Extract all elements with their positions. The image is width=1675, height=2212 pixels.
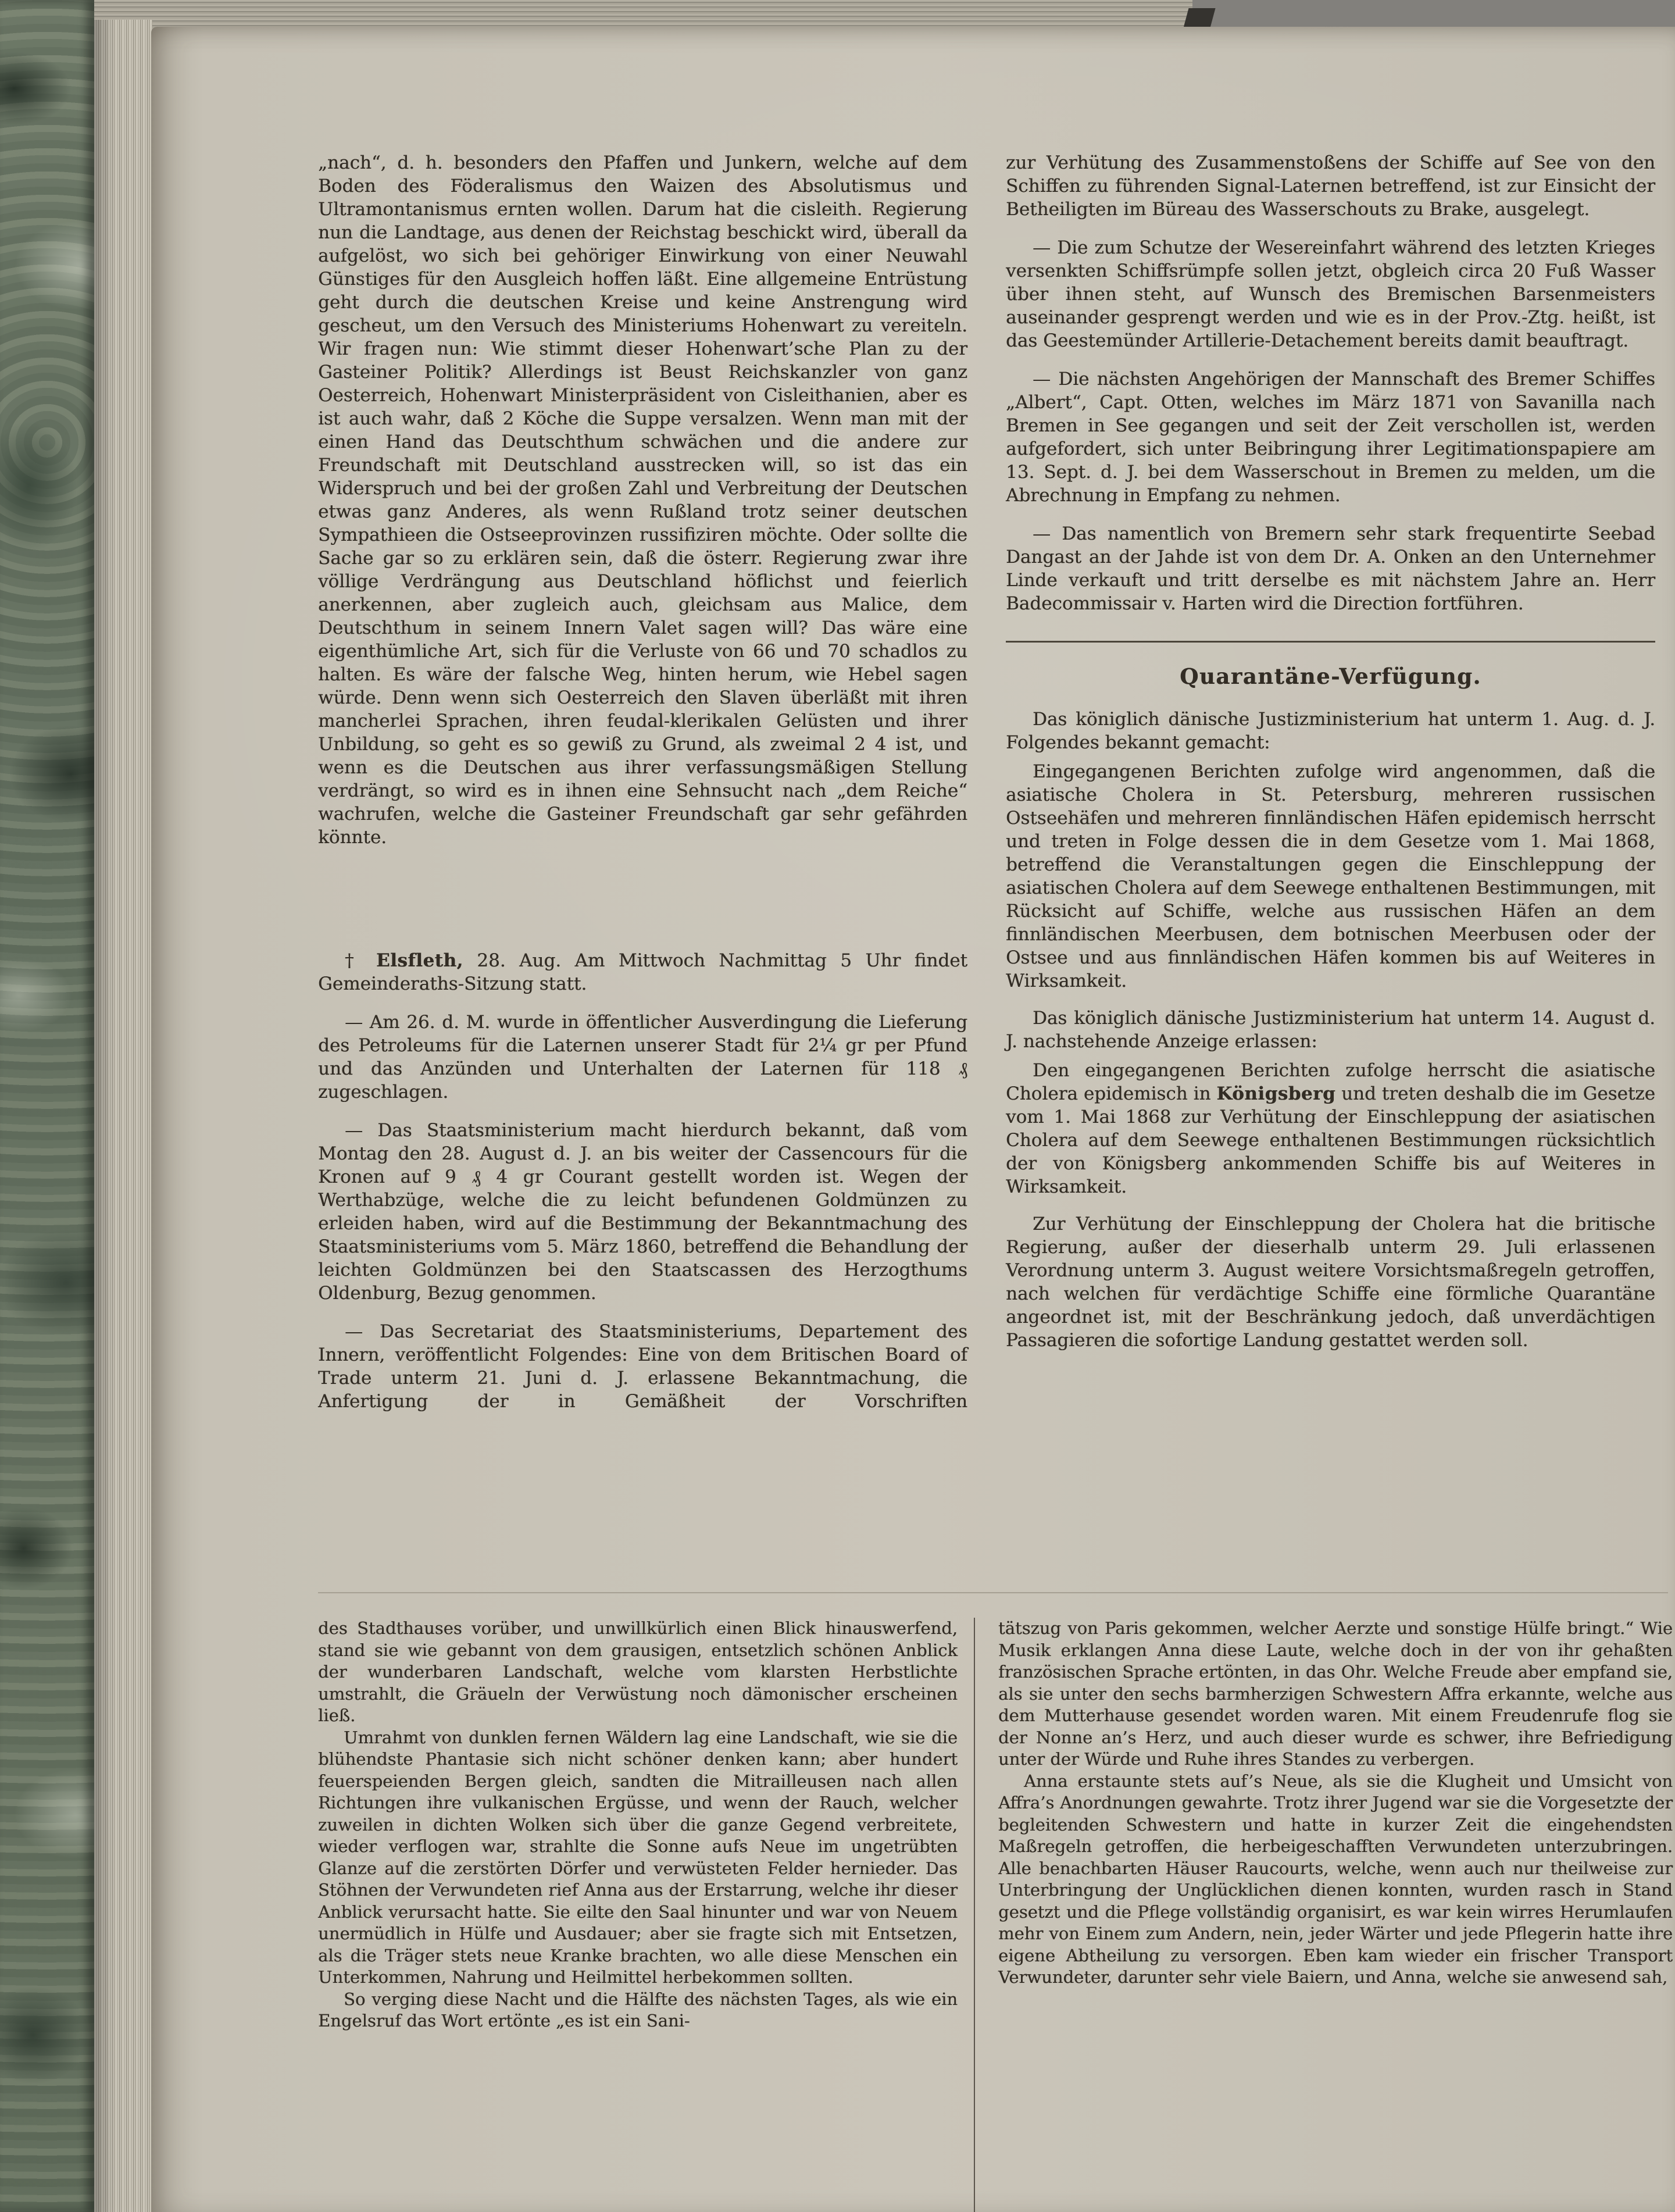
feuilleton-left-column (318, 1618, 974, 2212)
news-item-continuation: zur Verhütung des Zusammenstoßens der Schiffe auf See von den Schiffen zu führenden Signal-Laternen betreffend, ist zur Einsicht der Betheiligten im Büreau des Wasserschouts zu Brake, ausgelegt. (1006, 152, 1655, 220)
news-item: — Das Staatsministerium macht hierdurch bekannt, daß vom Montag den 28. August d. J. an bis weiter der Cassencours für die Kronen auf 9 ₰ 4 gr Courant gestellt worden ist. Wegen der Werthabzüge, welche die zu leicht befundenen Goldmünzen zu erleiden haben, wird auf die Bestimmung der Bekanntmachung des Staatsministeriums vom 5. März 1860, betreffend die Behandlung der leichten Goldmünzen bei den Staatscassen des Herzogthums Oldenburg, Bezug genommen. (318, 1120, 967, 1304)
quarantine-paragraph: Zur Verhütung der Einschleppung der Cholera hat die britische Regierung, außer der dieserhalb unterm 29. Juli erlassenen Verordnung unterm 3. August weitere Vorsichtsmaßregeln getroffen, nach welchen für verdächtige Schiffe eine förmliche Quarantäne angeordnet ist, mit der Beschränkung jedoch, daß unverdächtigen Passagieren die sofortige Landung gestattet werden soll. (1006, 1214, 1655, 1351)
scanner-background (1192, 0, 1675, 27)
feuilleton-paragraph: Anna erstaunte stets auf’s Neue, als sie die Klugheit und Umsicht von Affra’s Anordnungen gewahrte. Trotz ihrer Jugend war sie die Vorgesetzte der begleitenden Schwestern und hatte in kurzer Zeit die eingehendsten Maßregeln getroffen, die herbeigeschafften Verwundeten unterzubringen. Alle benachbarten Häuser Raucourts, welche, wenn auch nur theilweise zur Unterbringung der Unglücklichen dienen konnten, wurden rasch in Stand gesetzt und die Pflege vollständig organisirt, es war kein wirres Herumlaufen mehr von Einem zum Andern, nein, jeder Wärter und jede Pflegerin hatte ihre eigene Abtheilung zu versorgen. Eben kam wieder ein frischer Transport Verwundeter, darunter sehr viele Baiern, und Anna, welche sie anwesend sah, (998, 1771, 1673, 1987)
quarantine-paragraph: Das königlich dänische Justizministerium hat unterm 1. Aug. d. J. Folgendes bekannt gemacht: (1006, 709, 1655, 753)
feuilleton-paragraph: Umrahmt von dunklen fernen Wäldern lag eine Landschaft, wie sie die blühendste Phantasie sich nicht schöner denken kann; aber hundert feuerspeienden Bergen gleich, sandten die Mitrailleusen nach allen Richtungen ihre vulkanischen Ergüsse, und wenn der Rauch, welcher zuweilen in dichten Wolken sich über die ganze Gegend verbreitete, wieder verflogen war, strahlte die Sonne aufs Neue im ungetrübten Glanze auf die zerstörten Dörfer und verwüsteten Felder hernieder. Das Stöhnen der Verwundeten rief Anna aus der Erstarrung, welche ihr dieser Anblick verursacht hatte. Sie eilte den Saal hinunter und war von Neuem unermüdlich in Hülfe und Ausdauer; aber sie fragte sich mit Entsetzen, als die Träger stets neue Kranke brachten, wo alle diese Menschen ein Unterkommen, Nahrung und Heilmittel herbekommen sollten. (318, 1727, 958, 1987)
top-right-column (1006, 151, 1655, 1413)
news-item: — Am 26. d. M. wurde in öffentlicher Ausverdingung die Lieferung des Petroleums für die Laternen unserer Stadt für 2¼ gr per Pfund und das Anzünden und Unterhalten der Laternen für 118 ₰ zugeschlagen. (318, 1012, 967, 1103)
local-news-dateline (318, 949, 967, 996)
news-item: — Das Secretariat des Staatsministeriums, Departement des Innern, veröffentlicht Folgendes: Eine von dem Britischen Board of Trade unterm 21. Juni d. J. erlassene Bekanntmachung, die Anfertigung der in Gemäßheit der Vorschriften (318, 1321, 967, 1412)
dagger-icon: † (345, 950, 362, 971)
quarantine-paragraph-text: und treten deshalb die im Gesetze vom 1. Mai 1868 zur Verhütung der Einschleppung der asiatischen Cholera auf dem Seewege enthaltenen Bestimmungen rücksichtlich der von Königsberg ankommenden Schiffe bis auf Weiteres in Wirksamkeit. (1006, 1083, 1655, 1197)
feuilleton-section (318, 1618, 1673, 2212)
news-item: — Die zum Schutze der Wesereinfahrt während des letzten Krieges versenkten Schiffsrümpfe sollen jetzt, obgleich circa 20 Fuß Wasser über ihnen steht, auf Wunsch des Bremischen Barsenmeisters auseinander gesprengt werden und wie es in der Prov.-Ztg. heißt, ist das Geestemünder Artillerie-Detachement bereits damit beauftragt. (1006, 237, 1655, 351)
news-item: — Die nächsten Angehörigen der Mannschaft des Bremer Schiffes „Albert“, Capt. Otten, welches im März 1871 von Savanilla nach Bremen in See gegangen und seit der Zeit verschollen ist, werden aufgefordert, sich unter Beibringung ihrer Legitimationspapiere am 13. Sept. d. J. bei dem Wasserschout in Bremen zu melden, um die Abrechnung in Empfang zu nehmen. (1006, 369, 1655, 506)
feuilleton-paragraph: des Stadthauses vorüber, und unwillkürlich einen Blick hinauswerfend, stand sie wie gebannt von dem grausigen, entsetzlich schönen Anblick der wunderbaren Landschaft, welche vom klarsten Herbstlichte umstrahlt, die Gräueln der Verwüstung noch dämonischer erscheinen ließ. (318, 1618, 958, 1725)
feuilleton-paragraph: So verging diese Nacht und die Hälfte des nächsten Tages, als wie ein Engelsruf das Wort ertönte „es ist ein Sani- (318, 1989, 958, 2031)
quarantine-paragraph: Eingegangenen Berichten zufolge wird angenommen, daß die asiatische Cholera in St. Petersburg, mehreren russischen Ostseehäfen und mehreren finnländischen Häfen epidemisch herrscht und treten in Folge dessen die in dem Gesetze vom 1. Mai 1868, betreffend die Veranstaltungen gegen die Einschleppung der asiatischen Cholera auf dem Seewege enthaltenen Bestimmungen, mit Rücksicht auf Schiffe, welche aus russischen Häfen an dem finnländischen Meerbusen, dem botnischen Meerbusen oder der Ostsee und aus finnländischen Häfen kommen bis auf Weiteres in Wirksamkeit. (1006, 761, 1655, 991)
section-divider-rule (1006, 641, 1655, 643)
page-fore-edges (94, 20, 152, 2212)
feuilleton-right-column (975, 1618, 1673, 2212)
marbled-cover-edge (0, 0, 94, 2212)
dateline-text: 28. Aug. Am Mittwoch Nachmittag 5 Uhr findet Gemeinderaths-Sitzung statt. (318, 950, 967, 994)
feuilleton-paragraph: tätszug von Paris gekommen, welcher Aerzte und sonstige Hülfe bringt.“ Wie Musik erklangen Anna diese Laute, welche doch in der von ihr gehaßten französischen Sprache ertönten, in das Ohr. Welche Freude aber empfand sie, als sie unter den sechs barmherzigen Schwestern Affra erkannte, welche aus dem Mutterhause gesendet worden waren. Mit einem Freudenrufe flog sie der Nonne an’s Herz, und auch dieser wurde es schwer, ihre Befriedigung unter der Würde und Ruhe ihres Standes zu verbergen. (998, 1618, 1673, 1769)
top-section (318, 151, 1655, 1413)
page-corner-notch (1183, 8, 1215, 28)
dateline-place: Elsfleth, (362, 950, 463, 971)
quarantine-paragraph: Das königlich dänische Justizministerium hat unterm 14. August d. J. nachstehende Anzeige erlassen: (1006, 1008, 1655, 1052)
quarantine-paragraph (1006, 1059, 1655, 1198)
article-continuation-paragraph: „nach“, d. h. besonders den Pfaffen und Junkern, welche auf dem Boden des Föderalismus den Waizen des Absolutismus und Ultramontanismus ernten wollen. Darum hat die cisleith. Regierung nun die Landtage, aus denen der Reichstag beschickt wird, überall da aufgelöst, wo sich bei gehöriger Einwirkung von einer Neuwahl Günstiges für den Ausgleich hoffen läßt. Eine allgemeine Entrüstung geht durch die deutschen Kreise und keine Anstrengung wird gescheut, um den Versuch des Ministeriums Hohenwart zu vereiteln. Wir fragen nun: Wie stimmt dieser Hohenwart’sche Plan zu der Gasteiner Politik? Allerdings ist Beust Reichskanzler von ganz Oesterreich, Hohenwart Ministerpräsident von Cisleithanien, aber es ist auch wahr, daß 2 Köche die Suppe versalzen. Wenn man mit der einen Hand das Deutschthum schwächen und die andere zur Freundschaft mit Deutschland ausstrecken will, so ist das ein Widerspruch und bei der großen Zahl und Verbreitung der Deutschen etwas ganz Anderes, als wenn Rußland trotz seiner deutschen Sympathieen die Ostseeprovinzen russifiziren möchte. Oder sollte die Sache gar so zu erklären sein, daß die österr. Regierung zwar ihre völlige Verdrängung aus Deutschland höflichst und feierlich anerkennen, aber zugleich auch, gleichsam aus Malice, dem Deutschthum in seinem Innern Valet sagen will? Das wäre eine eigenthümliche Art, sich für die Verluste von 66 und 70 schadlos zu halten. Es wäre der falsche Weg, hinten herum, wie Hebel sagen würde. Denn wenn sich Oesterreich den Slaven überläßt mit ihren mancherlei Sprachen, ihren feudal-klerikalen Gelüsten und ihrer Unbildung, so geht es so gewiß zu Grund, als zweimal 2 4 ist, und wenn es die Deutschen aus ihrer verfassungsmäßigen Stellung verdrängt, so wird es in ihnen eine Sehnsucht nach „dem Reiche“ wachrufen, welche die Gasteiner Freundschaft gar sehr gefährden könnte. (318, 152, 967, 848)
news-item: — Das namentlich von Bremern sehr stark frequentirte Seebad Dangast an der Jahde ist von dem Dr. A. Onken an den Unternehmer Linde verkauft und tritt derselbe es mit nächstem Jahre an. Herr Badecommissair v. Harten wird die Direction fortführen. (1006, 523, 1655, 614)
feuilleton-divider-rule (318, 1592, 1668, 1593)
top-left-column (318, 151, 967, 1413)
quarantine-paragraph-text: Den eingegangenen Berichten zufolge herrscht die asiatische Cholera epidemisch in (1006, 1060, 1655, 1104)
quarantine-heading: Quarantäne-Verfügung. (1180, 663, 1481, 689)
koenigsberg-emphasis: Königsberg (1216, 1083, 1336, 1104)
newspaper-page (151, 27, 1675, 2212)
